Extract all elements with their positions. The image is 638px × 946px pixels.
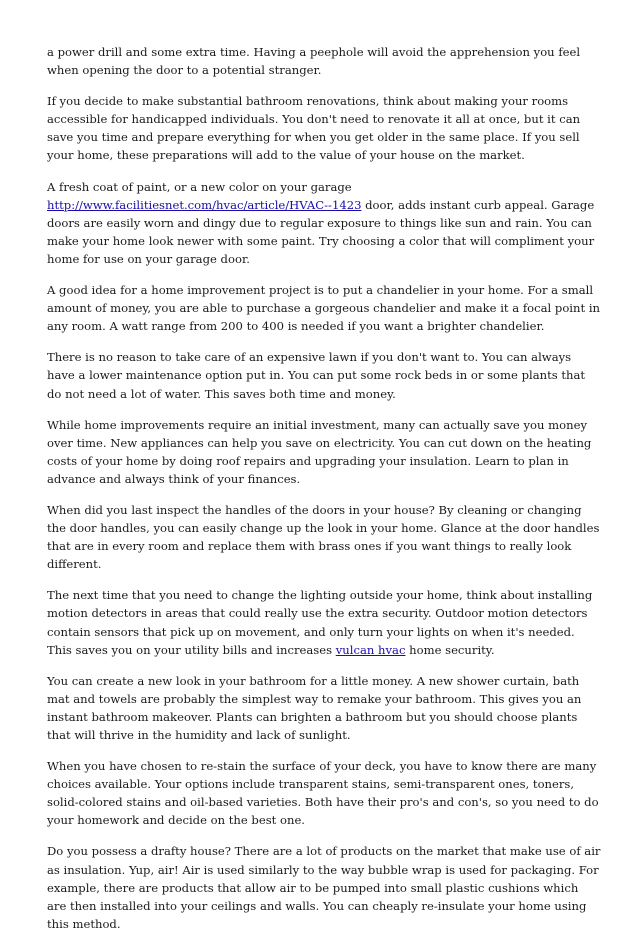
paragraph-motion-detectors-text-end: home security. (405, 642, 495, 657)
paragraph-motion-detectors-text-start: The next time that you need to change the lighting outside your home, think about installing motion detectors in areas that could really use the extra security. Outdoor motion detectors contain sensors that pick up on movement, and only turn your lights on when it's needed. This saves you on your utility bills and increases (47, 588, 593, 657)
paragraph-deck-stain: When you have chosen to re-stain the surface of your deck, you have to know there are many choices available. Your options include transparent stains, semi-transparent ones, toners, solid-colored stains and oil-based varieties. Both have their pro's and con's, so you need to do your homework and decide on the best one. (47, 759, 599, 828)
paragraph-garage-paint (47, 178, 601, 268)
paragraph-motion-detectors (47, 586, 601, 658)
facilitiesnet-link[interactable]: http://www.facilitiesnet.com/hvac/article/HVAC--1423 (47, 197, 362, 212)
paragraph-lawn: There is no reason to take care of an expensive lawn if you don't want to. You can always have a lower maintenance option put in. You can put some rock beds in or some plants that do not need a lot of water. This saves both time and money. (47, 350, 586, 401)
paragraph-bathroom-renovations: If you decide to make substantial bathroom renovations, think about making your rooms accessible for handicapped individuals. You don't need to renovate it all at once, but it can save you time and prepare everything for when you get older in the same place. If you sell your home, these preparations will add to the value of your house on the market. (47, 94, 581, 163)
paragraph-drafty-house: Do you possess a drafty house? There are a lot of products on the market that make use of air as insulation. Yup, air! Air is used similarly to the way bubble wrap is used for packaging. For example, there are products that allow air to be pumped into small plastic cushions which are then installed into your ceilings and walls. You can cheaply re-insulate your home using this method. (47, 844, 601, 931)
paragraph-garage-paint-text-end: door, adds instant curb appeal. Garage doors are easily worn and dingy due to regular exposure to things like sun and rain. You can make your home look newer with some paint. Try choosing a color that will compliment your home for use on your garage door. (47, 197, 595, 266)
paragraph-chandelier: A good idea for a home improvement project is to put a chandelier in your home. For a small amount of money, you are able to purchase a gorgeous chandelier and make it a focal point in any room. A watt range from 200 to 400 is needed if you want a brighter chandelier. (47, 283, 601, 334)
paragraph-peephole: a power drill and some extra time. Having a peephole will avoid the apprehension you feel when opening the door to a potential stranger. (47, 45, 581, 78)
paragraph-door-handles: When did you last inspect the handles of the doors in your house? By cleaning or changing the door handles, you can easily change up the look in your home. Glance at the door handles that are in every room and replace them with brass ones if you want things to really look different. (47, 502, 600, 572)
paragraph-garage-paint-text-start: A fresh coat of paint, or a new color on your garage (47, 179, 352, 194)
paragraph-bathroom-look: You can create a new look in your bathroom for a little money. A new shower curtain, bath mat and towels are probably the simplest way to remake your bathroom. This gives you an instant bathroom makeover. Plants can brighten a bathroom but you should choose plants that will thrive in the humidity and lack of sunlight. (47, 673, 582, 742)
article-body (47, 43, 601, 946)
paragraph-investment: While home improvements require an initial investment, many can actually save you money over time. New appliances can help you save on electricity. You can cut down on the heating costs of your home by doing roof repairs and upgrading your insulation. Learn to plan in advance and always think of your finances. (47, 417, 592, 486)
vulcan-hvac-link[interactable]: vulcan hvac (335, 642, 406, 657)
